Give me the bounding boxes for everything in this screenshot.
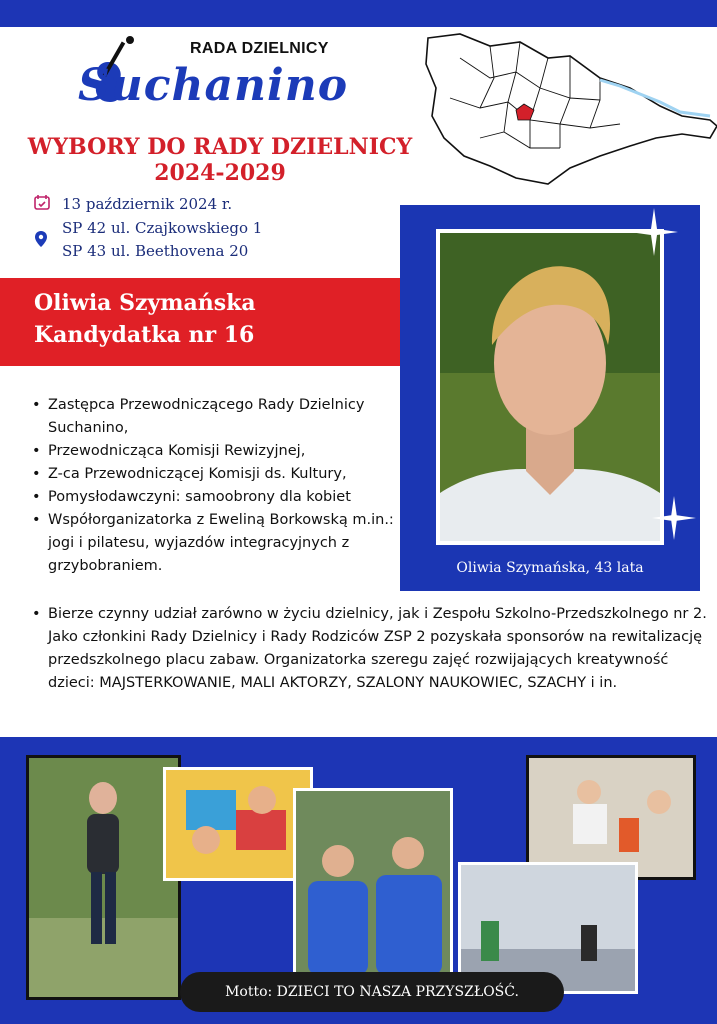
bio-paragraph: • Bierze czynny udział zarówno w życiu dzielnicy, jak i Zespołu Szkolno-Przedszkolnego nr 2. Jako członkini Rady Dzielnicy i Rady Rodziców ZSP 2 pozyskała sponsorów na rewitalizację przedszkolnego placu zabaw. Organizatorka szeregu zajęć rozwijających kreatywność dzieci: MAJSTERKOWANIE, MALI AKTORZY, SZALONY NAUKOWIEC, SZACHY i in. bbox=[48, 603, 717, 695]
sparkle-icon bbox=[652, 496, 696, 540]
location-1: SP 42 ul. Czajkowskiego 1 bbox=[62, 219, 263, 237]
candidate-name: Oliwia Szymańska bbox=[34, 290, 256, 316]
top-bar bbox=[0, 0, 717, 27]
list-item: • Z-ca Przewodniczącej Komisji ds. Kultury, bbox=[48, 463, 418, 486]
sparkle-icon bbox=[630, 208, 678, 256]
election-date: 13 październik 2024 r. bbox=[62, 195, 233, 213]
list-item: • Przewodnicząca Komisji Rewizyjnej, bbox=[48, 440, 418, 463]
logo-big-text: Suchanino bbox=[78, 60, 349, 111]
photo-kids-puzzle-mat bbox=[163, 767, 313, 881]
candidate-portrait bbox=[436, 229, 664, 545]
candidate-number: Kandydatka nr 16 bbox=[34, 322, 255, 348]
logo-small-text: RADA DZIELNICY bbox=[190, 40, 329, 57]
bio-paragraph-list bbox=[26, 603, 717, 695]
election-years: 2024-2029 bbox=[154, 160, 286, 186]
list-item: • Zastępca Przewodniczącego Rady Dzielnicy Suchanino, bbox=[48, 394, 418, 440]
motto-banner: Motto: DZIECI TO NASZA PRZYSZŁOŚĆ. bbox=[180, 972, 564, 1012]
list-item: • Współorganizatorka z Eweliną Borkowską m.in.: jogi i pilatesu, wyjazdów integracyjnych z grzybobraniem. bbox=[48, 509, 418, 578]
candidate-banner bbox=[0, 278, 400, 366]
photo-mushroom-picking bbox=[26, 755, 181, 1000]
calendar-icon bbox=[34, 194, 50, 210]
portrait-caption: Oliwia Szymańska, 43 lata bbox=[456, 560, 644, 576]
election-title: WYBORY DO RADY DZIELNICY bbox=[27, 134, 413, 160]
location-2: SP 43 ul. Beethovena 20 bbox=[62, 242, 249, 260]
district-map bbox=[420, 28, 717, 193]
list-item: • Pomysłodawczyni: samoobrony dla kobiet bbox=[48, 486, 418, 509]
photo-two-women bbox=[293, 788, 453, 978]
roles-list bbox=[26, 394, 418, 578]
location-pin-icon bbox=[34, 230, 48, 248]
